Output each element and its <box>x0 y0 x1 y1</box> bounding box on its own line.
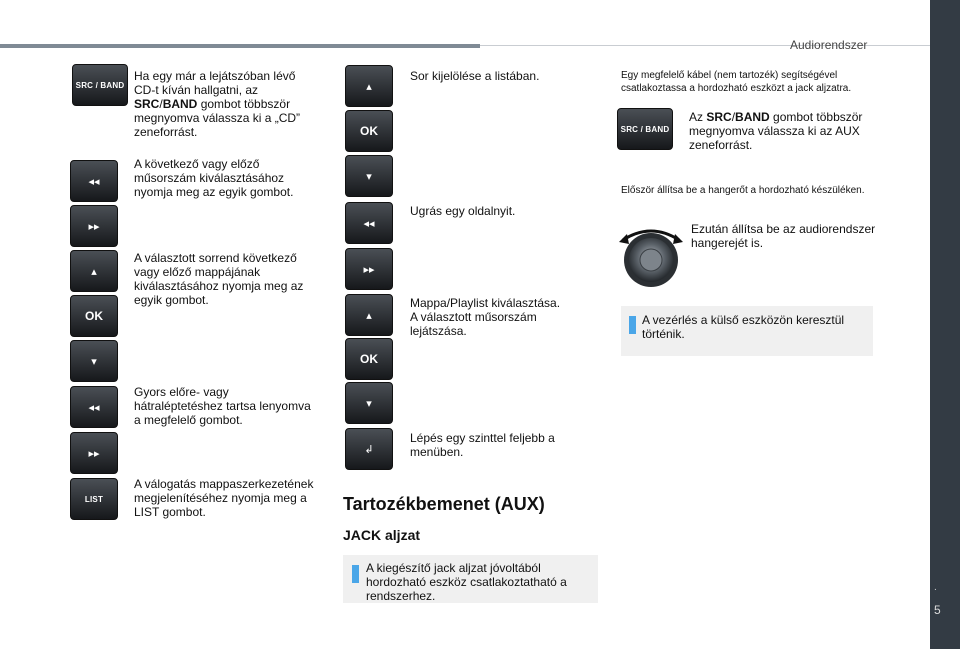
paragraph-playlist-select: Mappa/Playlist kiválasztása. A választott műsorszám lejátszása. <box>410 296 561 338</box>
down-button-icon: ▾ <box>345 382 393 424</box>
src-band-button-icon: SRC / BAND <box>72 64 128 106</box>
page-down-button-icon: ▸▸ <box>345 248 393 290</box>
paragraph-select-row: Sor kijelölése a listában. <box>410 69 540 83</box>
info-text-jack: A kiegészítő jack aljzat jóvoltából hordozható eszköz csatlakoztatható a rendszerhez. <box>366 561 567 603</box>
up-button-icon: ▴ <box>345 294 393 336</box>
info-icon <box>629 316 636 334</box>
header-bar <box>0 44 480 48</box>
down-button-icon: ▾ <box>345 155 393 197</box>
back-button-icon: ↲ <box>345 428 393 470</box>
rewind-button-icon: ◂◂ <box>70 386 118 428</box>
paragraph-level-up: Lépés egy szinttel feljebb a menüben. <box>410 431 555 459</box>
up-button-icon: ▴ <box>345 65 393 107</box>
list-button-icon: LIST <box>70 478 118 520</box>
paragraph-list: A válogatás mappaszerkezetének megjelenítéséhez nyomja meg a LIST gombot. <box>134 477 314 519</box>
info-icon <box>352 565 359 583</box>
ok-button-icon: OK <box>345 110 393 152</box>
ok-button-icon: OK <box>70 295 118 337</box>
paragraph-system-volume: Ezután állítsa be az audiorendszer hangerejét is. <box>691 222 876 250</box>
paragraph-cd-source: Ha egy már a lejátszóban lévő CD-t kíván hallgatni, az SRC/BAND gombot többször megnyomva válassza ki a „CD” zeneforrást. <box>134 69 301 139</box>
section-title: Audiorendszer <box>790 38 868 52</box>
paragraph-track-select: A következő vagy előző műsorszám kiválasztásához nyomja meg az egyik gombot. <box>134 157 294 199</box>
heading-jack-socket: JACK aljzat <box>343 527 421 543</box>
page-number: 5 <box>934 603 941 617</box>
volume-knob-icon <box>617 220 685 290</box>
page-up-button-icon: ◂◂ <box>345 202 393 244</box>
heading-aux-input: Tartozékbemenet (AUX) <box>343 494 545 514</box>
down-button-icon: ▾ <box>70 340 118 382</box>
src-band-button-icon: SRC / BAND <box>617 108 673 150</box>
paragraph-fast-forward: Gyors előre- vagy hátraléptetéshez tartsa lenyomva a megfelelő gombot. <box>134 385 311 427</box>
paragraph-page-jump: Ugrás egy oldalnyit. <box>410 204 516 218</box>
paragraph-cable-connect: Egy megfelelő kábel (nem tartozék) segítségével csatlakoztassa a hordozható eszközt a jack aljzatra. <box>621 70 852 94</box>
paragraph-aux-source: Az SRC/BAND gombot többször megnyomva válassza ki az AUX zeneforrást. <box>689 110 863 152</box>
previous-track-button-icon: ◂◂ <box>70 160 118 202</box>
up-button-icon: ▴ <box>70 250 118 292</box>
info-text-control: A vezérlés a külső eszközön keresztül történik. <box>642 313 845 341</box>
fast-forward-button-icon: ▸▸ <box>70 432 118 474</box>
page-marker: . <box>934 582 937 593</box>
paragraph-folder-select: A választott sorrend következő vagy előző mappájának kiválasztásához nyomja meg az egyik gombot. <box>134 251 304 307</box>
next-track-button-icon: ▸▸ <box>70 205 118 247</box>
paragraph-device-volume: Először állítsa be a hangerőt a hordozható készüléken. <box>621 185 865 196</box>
page-sidebar <box>930 0 960 649</box>
ok-button-icon: OK <box>345 338 393 380</box>
